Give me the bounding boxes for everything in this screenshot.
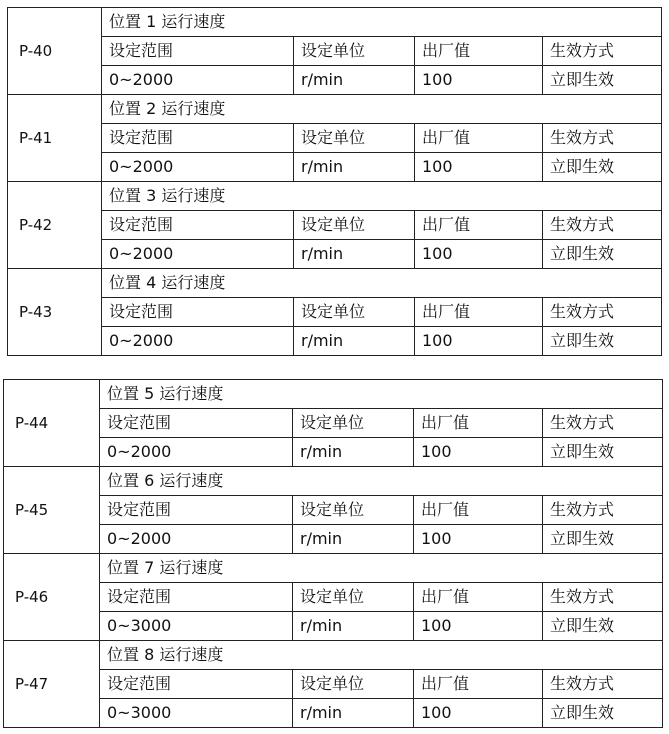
effect-mode-value: 立即生效	[543, 240, 662, 269]
effect-mode-value: 立即生效	[543, 66, 662, 95]
param-title-row	[8, 182, 662, 211]
effect-mode-value: 立即生效	[543, 612, 663, 641]
param-title: 位置 6 运行速度	[100, 467, 663, 496]
param-value-row	[4, 699, 663, 728]
param-title-row	[4, 467, 663, 496]
effect-mode-value: 立即生效	[543, 525, 663, 554]
param-title: 位置 1 运行速度	[102, 8, 662, 37]
param-id: P-43	[8, 269, 102, 356]
factory-value-label: 出厂值	[415, 37, 543, 66]
setting-range-label: 设定范围	[102, 298, 294, 327]
factory-value: 100	[415, 153, 543, 182]
effect-mode-label: 生效方式	[543, 409, 663, 438]
effect-mode-label: 生效方式	[543, 124, 662, 153]
factory-value-label: 出厂值	[415, 124, 543, 153]
factory-value: 100	[415, 327, 543, 356]
param-id: P-41	[8, 95, 102, 182]
setting-unit-label: 设定单位	[294, 37, 415, 66]
param-header-row	[8, 37, 662, 66]
factory-value: 100	[414, 438, 543, 467]
setting-range-label: 设定范围	[100, 583, 293, 612]
setting-range-value: 0~2000	[102, 327, 294, 356]
param-value-row	[4, 438, 663, 467]
factory-value-label: 出厂值	[414, 409, 543, 438]
param-value-row	[4, 525, 663, 554]
param-title: 位置 4 运行速度	[102, 269, 662, 298]
setting-range-value: 0~2000	[100, 438, 293, 467]
effect-mode-value: 立即生效	[543, 327, 662, 356]
factory-value: 100	[414, 699, 543, 728]
setting-unit-value: r/min	[293, 438, 414, 467]
param-header-row	[4, 670, 663, 699]
param-title-row	[4, 641, 663, 670]
param-title-row	[4, 554, 663, 583]
factory-value-label: 出厂值	[414, 583, 543, 612]
effect-mode-label: 生效方式	[543, 496, 663, 525]
effect-mode-label: 生效方式	[543, 211, 662, 240]
setting-range-value: 0~3000	[100, 612, 293, 641]
effect-mode-label: 生效方式	[543, 298, 662, 327]
setting-range-label: 设定范围	[100, 670, 293, 699]
setting-unit-label: 设定单位	[293, 496, 414, 525]
factory-value-label: 出厂值	[415, 211, 543, 240]
setting-unit-value: r/min	[293, 612, 414, 641]
param-id: P-42	[8, 182, 102, 269]
effect-mode-value: 立即生效	[543, 438, 663, 467]
setting-range-value: 0~2000	[102, 153, 294, 182]
factory-value: 100	[414, 612, 543, 641]
setting-unit-value: r/min	[294, 66, 415, 95]
param-header-row	[4, 409, 663, 438]
param-header-row	[4, 496, 663, 525]
param-title-row	[8, 95, 662, 124]
factory-value-label: 出厂值	[414, 670, 543, 699]
param-title: 位置 8 运行速度	[100, 641, 663, 670]
param-id: P-46	[4, 554, 100, 641]
factory-value: 100	[414, 525, 543, 554]
param-id: P-47	[4, 641, 100, 728]
effect-mode-label: 生效方式	[543, 583, 663, 612]
factory-value: 100	[415, 66, 543, 95]
param-value-row	[8, 153, 662, 182]
setting-unit-label: 设定单位	[293, 670, 414, 699]
parameter-table-2	[3, 379, 663, 728]
param-value-row	[8, 66, 662, 95]
param-header-row	[4, 583, 663, 612]
param-title-row	[8, 8, 662, 37]
param-header-row	[8, 298, 662, 327]
setting-unit-value: r/min	[293, 699, 414, 728]
setting-unit-label: 设定单位	[294, 211, 415, 240]
setting-range-value: 0~2000	[102, 66, 294, 95]
parameter-table-1	[7, 7, 662, 356]
setting-unit-value: r/min	[294, 153, 415, 182]
setting-range-label: 设定范围	[100, 409, 293, 438]
param-value-row	[8, 327, 662, 356]
param-title: 位置 2 运行速度	[102, 95, 662, 124]
effect-mode-label: 生效方式	[543, 37, 662, 66]
effect-mode-label: 生效方式	[543, 670, 663, 699]
setting-range-value: 0~2000	[102, 240, 294, 269]
factory-value-label: 出厂值	[415, 298, 543, 327]
setting-unit-value: r/min	[293, 525, 414, 554]
setting-unit-value: r/min	[294, 327, 415, 356]
param-title-row	[4, 380, 663, 409]
param-id: P-44	[4, 380, 100, 467]
param-header-row	[8, 124, 662, 153]
setting-unit-label: 设定单位	[294, 298, 415, 327]
setting-range-label: 设定范围	[102, 124, 294, 153]
setting-range-label: 设定范围	[102, 37, 294, 66]
effect-mode-value: 立即生效	[543, 153, 662, 182]
param-id: P-45	[4, 467, 100, 554]
setting-unit-label: 设定单位	[294, 124, 415, 153]
factory-value: 100	[415, 240, 543, 269]
setting-unit-label: 设定单位	[293, 409, 414, 438]
factory-value-label: 出厂值	[414, 496, 543, 525]
setting-range-label: 设定范围	[100, 496, 293, 525]
setting-unit-label: 设定单位	[293, 583, 414, 612]
param-value-row	[8, 240, 662, 269]
setting-range-value: 0~3000	[100, 699, 293, 728]
param-value-row	[4, 612, 663, 641]
param-title: 位置 7 运行速度	[100, 554, 663, 583]
param-id: P-40	[8, 8, 102, 95]
param-title: 位置 3 运行速度	[102, 182, 662, 211]
setting-range-value: 0~2000	[100, 525, 293, 554]
setting-range-label: 设定范围	[102, 211, 294, 240]
param-header-row	[8, 211, 662, 240]
setting-unit-value: r/min	[294, 240, 415, 269]
param-title-row	[8, 269, 662, 298]
effect-mode-value: 立即生效	[543, 699, 663, 728]
param-title: 位置 5 运行速度	[100, 380, 663, 409]
